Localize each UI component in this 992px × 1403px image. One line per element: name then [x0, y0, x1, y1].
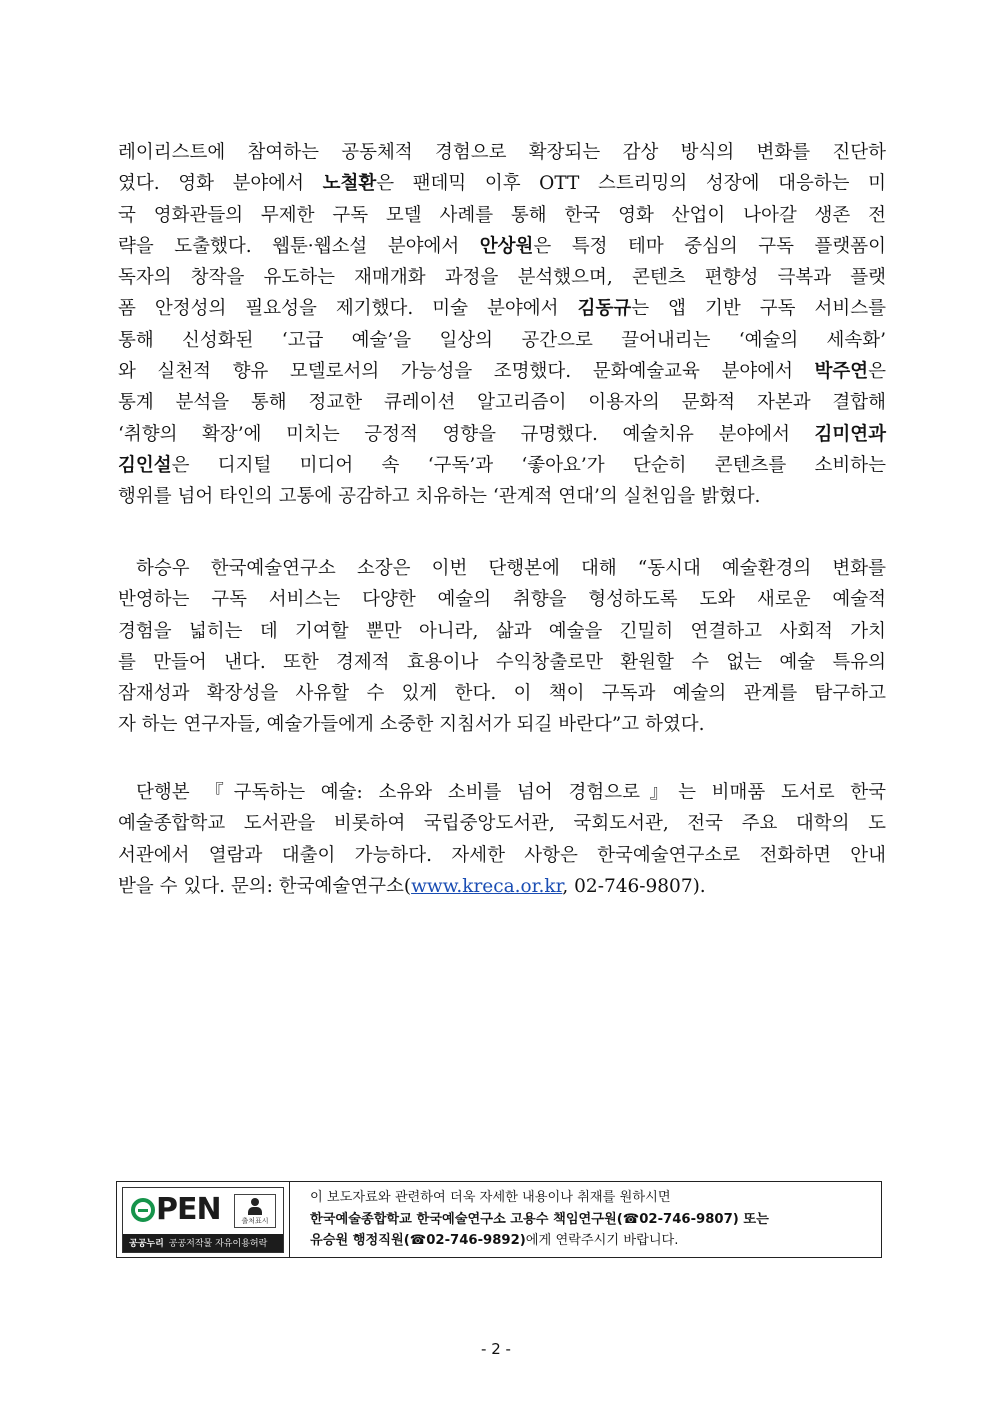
text-line: 였다. 영화 분야에서 노철환은 팬데믹 이후 OTT 스트리밍의 성장에 대응하는 미	[118, 173, 887, 195]
text-line: 통해 신성화된 ‘고급 예술’을 일상의 공간으로 끌어내리는 ‘예술의 세속화’	[118, 329, 886, 351]
text-line: 행위를 넘어 타인의 고통에 공감하고 치유하는 ‘관계적 연대’의 실천임을 밝혔다.	[118, 486, 761, 508]
contact-line: 유승원 행정직원(☎02-746-9892)에게 연락주시기 바랍니다.	[310, 1233, 679, 1248]
text-line: 김인설은 디지털 미디어 속 ‘구독’과 ‘좋아요’가 단순히 콘텐츠를 소비하는	[118, 454, 886, 476]
text-line: 경험을 넓히는 데 기여할 뿐만 아니라, 삶과 예술을 긴밀히 연결하고 사회적 가치	[118, 620, 886, 642]
researcher-name: 김인설	[118, 454, 172, 476]
researcher-name: 안상원	[479, 235, 534, 257]
text-line: 하승우 한국예술연구소 소장은 이번 단행본에 대해 “동시대 예술환경의 변화를	[136, 558, 886, 579]
attribution-icon: 출처표시	[234, 1194, 276, 1228]
text-line: 와 실천적 향유 모델로서의 가능성을 조명했다. 문화예술교육 분야에서 박주연은	[118, 361, 886, 383]
text-line: 레이리스트에 참여하는 공동체적 경험으로 확장되는 감상 방식의 변화를 진단하	[118, 142, 886, 163]
text-line: 예술종합학교 도서관을 비롯하여 국립중앙도서관, 국회도서관, 전국 주요 대학의 도	[118, 813, 886, 835]
researcher-name: 노철환	[322, 173, 377, 195]
text-line: ‘취향의 확장’에 미치는 긍정적 영향을 규명했다. 예술치유 분야에서 김미연과	[118, 423, 886, 445]
page-number: - 2 -	[481, 1340, 511, 1358]
contact-info	[290, 1182, 881, 1257]
text-line: 자 하는 연구자들, 예술가들에게 소중한 지침서가 되길 바란다”고 하였다.	[118, 714, 705, 736]
text-line: 받을 수 있다. 문의: 한국예술연구소(www.kreca.or.kr, 02-746-9807).	[118, 875, 706, 897]
text-line: 를 만들어 낸다. 또한 경제적 효용이나 수익창출로만 환원할 수 없는 예술 특유의	[118, 651, 886, 673]
researcher-name: 박주연	[814, 361, 869, 383]
body-paragraph-2	[118, 553, 886, 741]
kogl-open-badge	[122, 1187, 284, 1253]
contact-box	[116, 1181, 882, 1258]
text-line: 서관에서 열람과 대출이 가능하다. 자세한 사항은 한국예술연구소로 전화하면 안내	[118, 844, 886, 866]
text-line: 략을 도출했다. 웹툰·웹소설 분야에서 안상원은 특정 테마 중심의 구독 플랫폼이	[118, 235, 886, 257]
contact-line: 이 보도자료와 관련하여 더욱 자세한 내용이나 취재를 원하시면	[310, 1190, 671, 1205]
text-line: 단행본 『구독하는 예술: 소유와 소비를 넘어 경험으로』는 비매품 도서로 한국	[136, 782, 886, 803]
body-paragraph-3	[118, 777, 886, 902]
text-line: 잠재성과 확장성을 사유할 수 있게 한다. 이 책이 구독과 예술의 관계를 탐구하고	[118, 683, 886, 705]
open-logo: PEN	[131, 1192, 221, 1227]
website-link[interactable]: www.kreca.or.kr	[411, 875, 563, 897]
text-line: 통계 분석을 통해 정교한 큐레이션 알고리즘이 이용자의 문화적 자본과 결합해	[118, 392, 886, 414]
researcher-name: 김동규	[577, 298, 632, 320]
contact-line: 한국예술종합학교 한국예술연구소 고용수 책임연구원(☎02-746-9807) 또는	[310, 1211, 769, 1227]
text-line: 반영하는 구독 서비스는 다양한 예술의 취향을 형성하도록 도와 새로운 예술적	[118, 589, 886, 611]
body-paragraph-1	[118, 137, 886, 513]
text-line: 폼 안정성의 필요성을 제기했다. 미술 분야에서 김동규는 앱 기반 구독 서비스를	[118, 298, 887, 320]
researcher-name: 김미연과	[814, 423, 886, 445]
text-line: 독자의 창작을 유도하는 재매개화 과정을 분석했으며, 콘텐츠 편향성 극복과 플랫	[118, 267, 886, 289]
open-license-bar: 공공누리 공공저작물 자유이용허락	[123, 1234, 283, 1252]
text-line: 국 영화관들의 무제한 구독 모델 사례를 통해 한국 영화 산업이 나아갈 생존 전	[118, 204, 886, 226]
open-license-cell	[117, 1182, 290, 1257]
open-o-icon	[131, 1198, 155, 1222]
